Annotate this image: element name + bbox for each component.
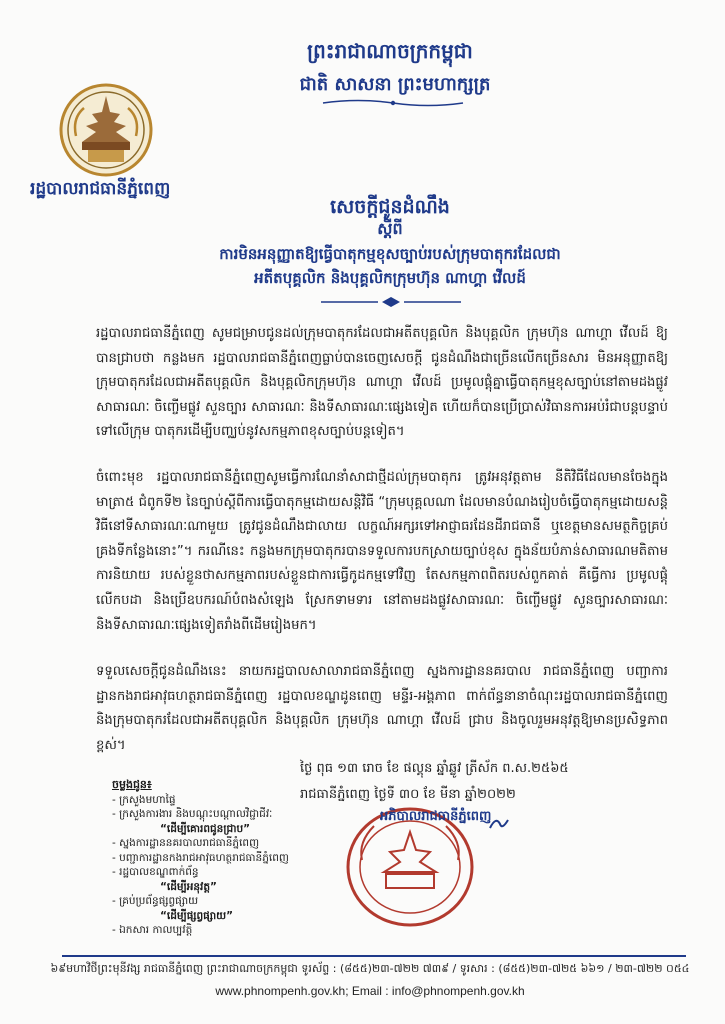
copy-to-purpose: “ដើម្បីគោរពជូនជ្រាប” bbox=[160, 822, 251, 835]
handwritten-signature-icon bbox=[390, 814, 510, 834]
subject-ornament-icon bbox=[316, 296, 466, 308]
footer-divider bbox=[62, 955, 686, 957]
subject-line-2: អតីតបុគ្គលិក និងបុគ្គលិកក្រុមហ៊ុន ណាហ្គា វើលដ៍ bbox=[254, 269, 526, 287]
motto-ornament-icon bbox=[318, 98, 468, 108]
document-type-title: សេចក្តីជូនដំណឹង bbox=[330, 196, 450, 218]
copy-to-item: - គ្រប់ប្រព័ន្ធផ្សព្វផ្សាយ bbox=[112, 895, 199, 907]
kingdom-heading: ព្រះរាជាណាចក្រកម្ពុជា bbox=[307, 39, 473, 63]
subject-line-1: ការមិនអនុញ្ញាតឱ្យធ្វើបាតុកម្មខុសច្បាប់របស់ក្រុមបាតុករដែលជា bbox=[219, 245, 561, 263]
footer-address: ៦៩មហាវិថីព្រះមុនីវង្ស រាជធានីភ្នំពេញ ព្រះរាជាណាចក្រកម្ពុជា ទូរស័ព្ទ : (៨៥៥)២៣-៧២២ ៧៣៩ / ទូរសារ : (៨៥៥)២៣-៧២៥ ៦៦១ / ២៣-៧២២ ០៥៤ bbox=[50, 962, 690, 975]
copy-to-item: - ក្រសួងការងារ និងបណ្តុះបណ្តាលវិជ្ជាជីវៈ bbox=[112, 808, 273, 820]
solar-date: រាជធានីភ្នំពេញ ថ្ងៃទី ៣០ ខែ មីនា ឆ្នាំ២០២២ bbox=[300, 787, 516, 802]
copy-to-item: - ស្នងការដ្ឋាននគរបាលរាជធានីភ្នំពេញ bbox=[112, 837, 260, 849]
copy-to-item: - ក្រសួងមហាផ្ទៃ bbox=[112, 793, 176, 806]
copy-to-item: - ឯកសារ កាលប្បវត្តិ bbox=[112, 924, 193, 936]
copy-to-item: - បញ្ជាការដ្ឋានកងរាជអាវុធហត្ថរាជធានីភ្នំពេញ bbox=[112, 851, 289, 864]
issuer-name: រដ្ឋបាលរាជធានីភ្នំពេញ bbox=[30, 179, 171, 199]
footer-contact: www.phnompenh.gov.kh; Email : info@phnompenh.gov.kh bbox=[215, 984, 525, 998]
body-paragraph-1: រដ្ឋបាលរាជធានីភ្នំពេញ សូមជម្រាបជូនដល់ក្រុមបាតុករដែលជាអតីតបុគ្គលិក និងបុគ្គលិក ក្រុមហ៊ុន ណាហ្គា វើលដ៍ ឱ្យបានជ្រាបថា កន្លងមក រដ្ឋបាលរាជធានីភ្នំពេញធ្លាប់បានចេញសេចក្តី ជូនដំណឹងជាច្រើនលើកច្រើនសារ មិនអនុញ្ញាតឱ្យក្រុមបាតុករដែលជាអតីតបុគ្គលិក និងបុគ្គលិកក្រុមហ៊ុន ណាហ្គា វើលដ៍ ប្រមូលផ្តុំគ្នាធ្វើបាតុកម្មខុសច្បាប់នៅតាមដងផ្លូវសាធារណៈ ចិញ្ចើមផ្លូវ សួនច្បារ សាធារណៈ និងទីសាធារណៈផ្សេងទៀត ហើយក៏បានប្រើប្រាស់វិធានការអប់រំជាបន្តបន្ទាប់ទៅលើក្រុម បាតុករដើម្បីបញ្ឈប់នូវសកម្មភាពខុសច្បាប់បន្តទៀត។ bbox=[96, 326, 668, 440]
copy-to-list bbox=[112, 778, 342, 938]
copy-to-heading: ចម្លងជូន៖ bbox=[112, 778, 152, 791]
body-paragraph-3: ទទួលសេចក្តីជូនដំណឹងនេះ នាយករដ្ឋបាលសាលារាជធានីភ្នំពេញ ស្នងការដ្ឋាននគរបាល រាជធានីភ្នំពេញ បញ្ជាការដ្ឋានកងរាជអាវុធហត្ថរាជធានីភ្នំពេញ រដ្ឋបាលខណ្ឌដូនពេញ មន្ទីរ-អង្គភាព ពាក់ព័ន្ធនានាចំណុះរដ្ឋបាលរាជធានីភ្នំពេញ និងក្រុមបាតុករដែលជាអតីតបុគ្គលិក និងបុគ្គលិក ក្រុមហ៊ុន ណាហ្គា វើលដ៍ ជ្រាប និងចូលរួមអនុវត្តឱ្យមានប្រសិទ្ធភាពខ្ពស់។ bbox=[96, 664, 668, 753]
copy-to-item: - រដ្ឋបាលខណ្ឌពាក់ព័ន្ធ bbox=[112, 866, 199, 878]
body-paragraph-2: ចំពោះមុខ រដ្ឋបាលរាជធានីភ្នំពេញសូមធ្វើការណែនាំសាជាថ្មីដល់ក្រុមបាតុករ ត្រូវអនុវត្តតាម នីតិវិធីដែលមានចែងក្នុងមាត្រា៥ ជំពូកទី២ នៃច្បាប់ស្តីពីការធ្វើបាតុកម្មដោយសន្តិវិធី “ក្រុមបុគ្គលណា ដែលមានបំណងរៀបចំធ្វើបាតុកម្មដោយសន្តិវិធីនៅទីសាធារណៈណាមួយ ត្រូវជូនដំណឹងជាលាយ លក្ខណ៍អក្សរទៅអាជ្ញាធរដែនដីរាជធានី ឬខេត្តមានសមត្ថកិច្ចគ្រប់គ្រងទីកន្លែងនោះ”។ ករណីនេះ កន្លងមកក្រុមបាតុករបានទទួលការបកស្រាយច្បាប់ខុស ក្នុងន័យបំភាន់សាធារណមតិតាមការនិយាយ របស់ខ្លួនថាសកម្មភាពរបស់ខ្លួនជាការធ្វើកូដកម្មទៅវិញ តែសកម្មភាពពិតរបស់ពួកគាត់ គឺធ្វើការ ប្រមូលផ្តុំ លើកបដា និងប្រើឧបករណ៍បំពងសំឡេង ស្រែកទាមទារ នៅតាមដងផ្លូវសាធារណៈ ចិញ្ចើមផ្លូវ សួនច្បារសាធារណៈ និងទីសាធារណៈផ្សេងទៀតរាំងពីដើមរៀងមក។ bbox=[96, 470, 668, 633]
national-motto: ជាតិ សាសនា ព្រះមហាក្សត្រ bbox=[299, 74, 491, 95]
about-label: ស្តីពី bbox=[377, 219, 403, 238]
subject-heading bbox=[140, 242, 640, 290]
signatory-title: អភិបាលរាជធានីភ្នំពេញ bbox=[380, 809, 492, 824]
city-hall-emblem-icon bbox=[58, 82, 154, 178]
copy-to-purpose: “ដើម្បីអនុវត្ត” bbox=[160, 880, 217, 893]
copy-to-purpose: “ដើម្បីផ្សព្វផ្សាយ” bbox=[160, 909, 234, 922]
lunar-date: ថ្ងៃ ពុធ ១៣ រោច ខែ ផល្គុន ឆ្នាំឆ្លូវ ត្រីស័ក ព.ស.២៥៦៥ bbox=[300, 761, 569, 776]
